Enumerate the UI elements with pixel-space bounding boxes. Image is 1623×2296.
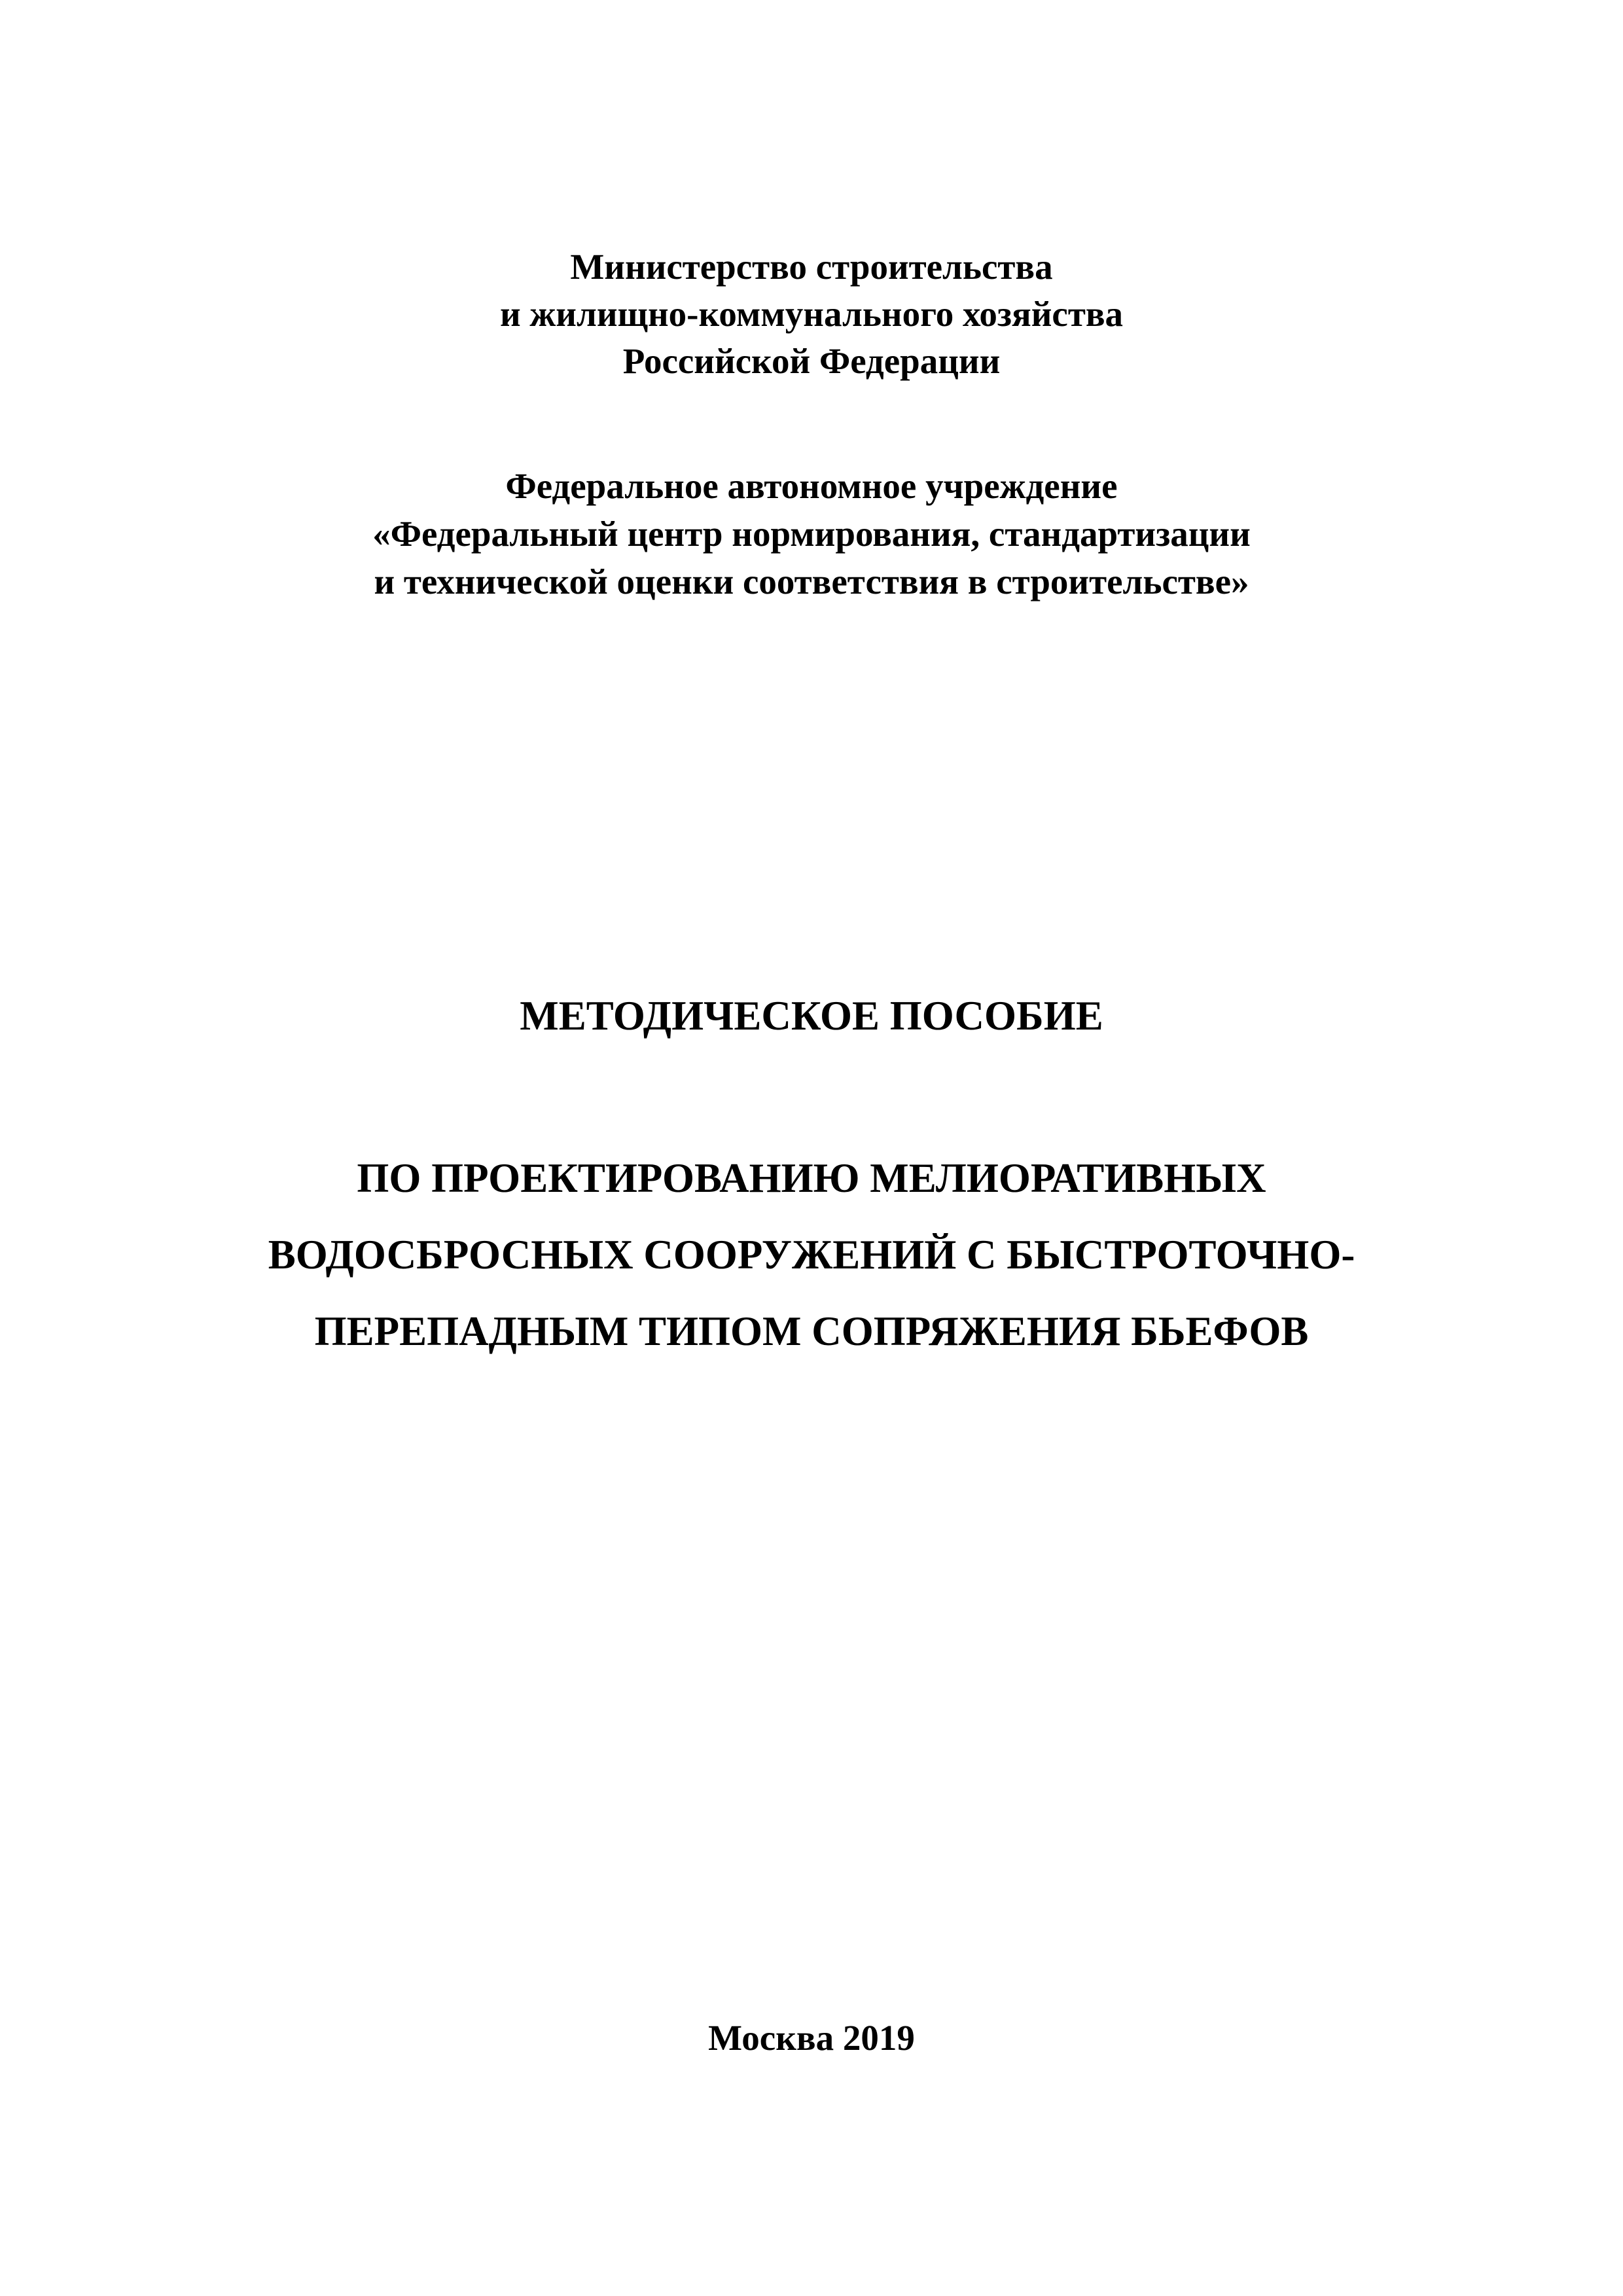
- place-and-year: [0, 2015, 1623, 2062]
- document-title-line: ПЕРЕПАДНЫМ ТИПОМ СОПРЯЖЕНИЯ БЬЕФОВ: [314, 1308, 1309, 1354]
- ministry-line: и жилищно-коммунального хозяйства: [499, 294, 1124, 334]
- institution-line: «Федеральный центр нормирования, стандартизации: [372, 514, 1251, 554]
- document-type-text: МЕТОДИЧЕСКОЕ ПОСОБИЕ: [520, 993, 1103, 1039]
- document-title: [0, 1140, 1623, 1370]
- document-type: [0, 990, 1623, 1042]
- institution-line: и технической оценки соответствия в строительстве»: [374, 562, 1249, 601]
- ministry-line: Российской Федерации: [622, 341, 1001, 381]
- document-title-line: ПО ПРОЕКТИРОВАНИЮ МЕЛИОРАТИВНЫХ: [357, 1155, 1266, 1201]
- place-year-text: Москва 2019: [708, 2018, 915, 2058]
- institution-name: [0, 462, 1623, 605]
- document-title-line: ВОДОСБРОСНЫХ СООРУЖЕНИЙ С БЫСТРОТОЧНО-: [268, 1232, 1355, 1278]
- ministry-name: [0, 243, 1623, 385]
- ministry-line: Министерство строительства: [570, 247, 1053, 287]
- institution-line: Федеральное автономное учреждение: [505, 466, 1118, 506]
